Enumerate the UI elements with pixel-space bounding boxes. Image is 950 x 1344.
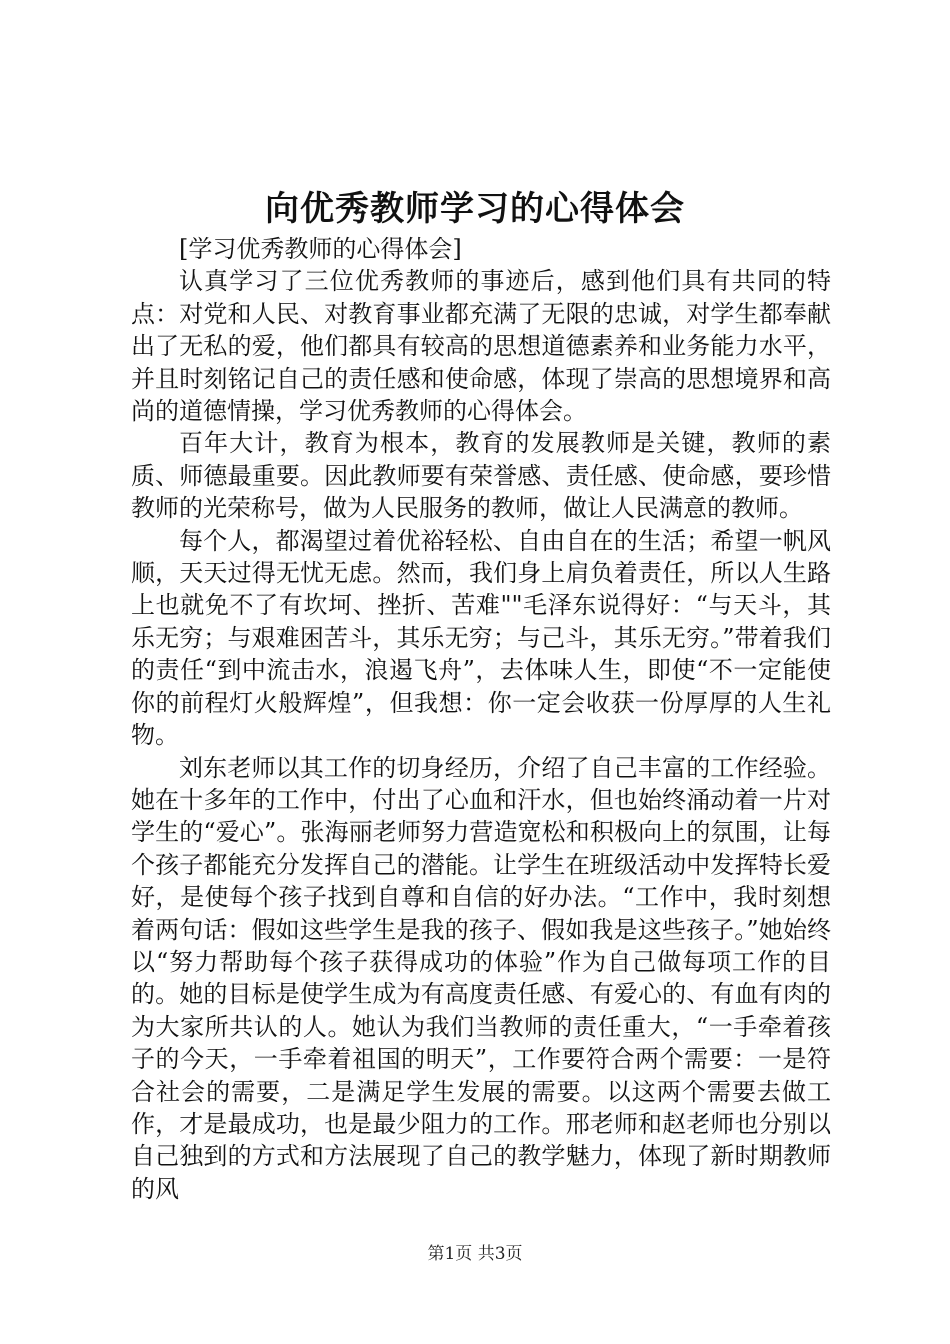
document-subtitle: [学习优秀教师的心得体会]: [179, 235, 462, 263]
page-number-footer: 第1页 共3页: [427, 1244, 523, 1264]
document-title: 向优秀教师学习的心得体会: [265, 189, 685, 229]
paragraph: 每个人，都渴望过着优裕轻松、自由自在的生活；希望一帆风顺，天天过得无忧无虑。然而，我们身上肩负着责任，所以人生路上也就免不了有坎坷、挫折、苦难""毛泽东说得好：“与天斗，其乐无穷；与艰难困苦斗，其乐无穷；与己斗，其乐无穷。”带着我们的责任“到中流击水，浪遏飞舟”，去体味人生，即使“不一定能使你的前程灯火般辉煌”，但我想：你一定会收获一份厚厚的人生礼物。: [131, 526, 831, 750]
paragraph: 百年大计，教育为根本，教育的发展教师是关键，教师的素质、师德最重要。因此教师要有荣誉感、责任感、使命感，要珍惜教师的光荣称号，做为人民服务的教师，做让人民满意的教师。: [131, 429, 831, 523]
document-body: [131, 233, 831, 1205]
paragraph: 认真学习了三位优秀教师的事迹后，感到他们具有共同的特点：对党和人民、对教育事业都充满了无限的忠诚，对学生都奉献出了无私的爱，他们都具有较高的思想道德素养和业务能力水平，并且时刻铭记自己的责任感和使命感，体现了崇高的思想境界和高尚的道德情操，学习优秀教师的心得体会。: [131, 267, 831, 426]
paragraph: 刘东老师以其工作的切身经历，介绍了自己丰富的工作经验。她在十多年的工作中，付出了心血和汗水，但也始终涌动着一片对学生的“爱心”。张海丽老师努力营造宽松和积极向上的氛围，让每个孩子都能充分发挥自己的潜能。让学生在班级活动中发挥特长爱好，是使每个孩子找到自尊和自信的好办法。“工作中，我时刻想着两句话：假如这些学生是我的孩子、假如我是这些孩子。”她始终以“努力帮助每个孩子获得成功的体验”作为自己做每项工作的目的。她的目标是使学生成为有高度责任感、有爱心的、有血有肉的为大家所共认的人。她认为我们当教师的责任重大，“一手牵着孩子的今天，一手牵着祖国的明天”，工作要符合两个需要：一是符合社会的需要，二是满足学生发展的需要。以这两个需要去做工作，才是最成功，也是最少阻力的工作。邢老师和赵老师也分别以自己独到的方式和方法展现了自己的教学魅力，体现了新时期教师的风: [131, 753, 831, 1203]
